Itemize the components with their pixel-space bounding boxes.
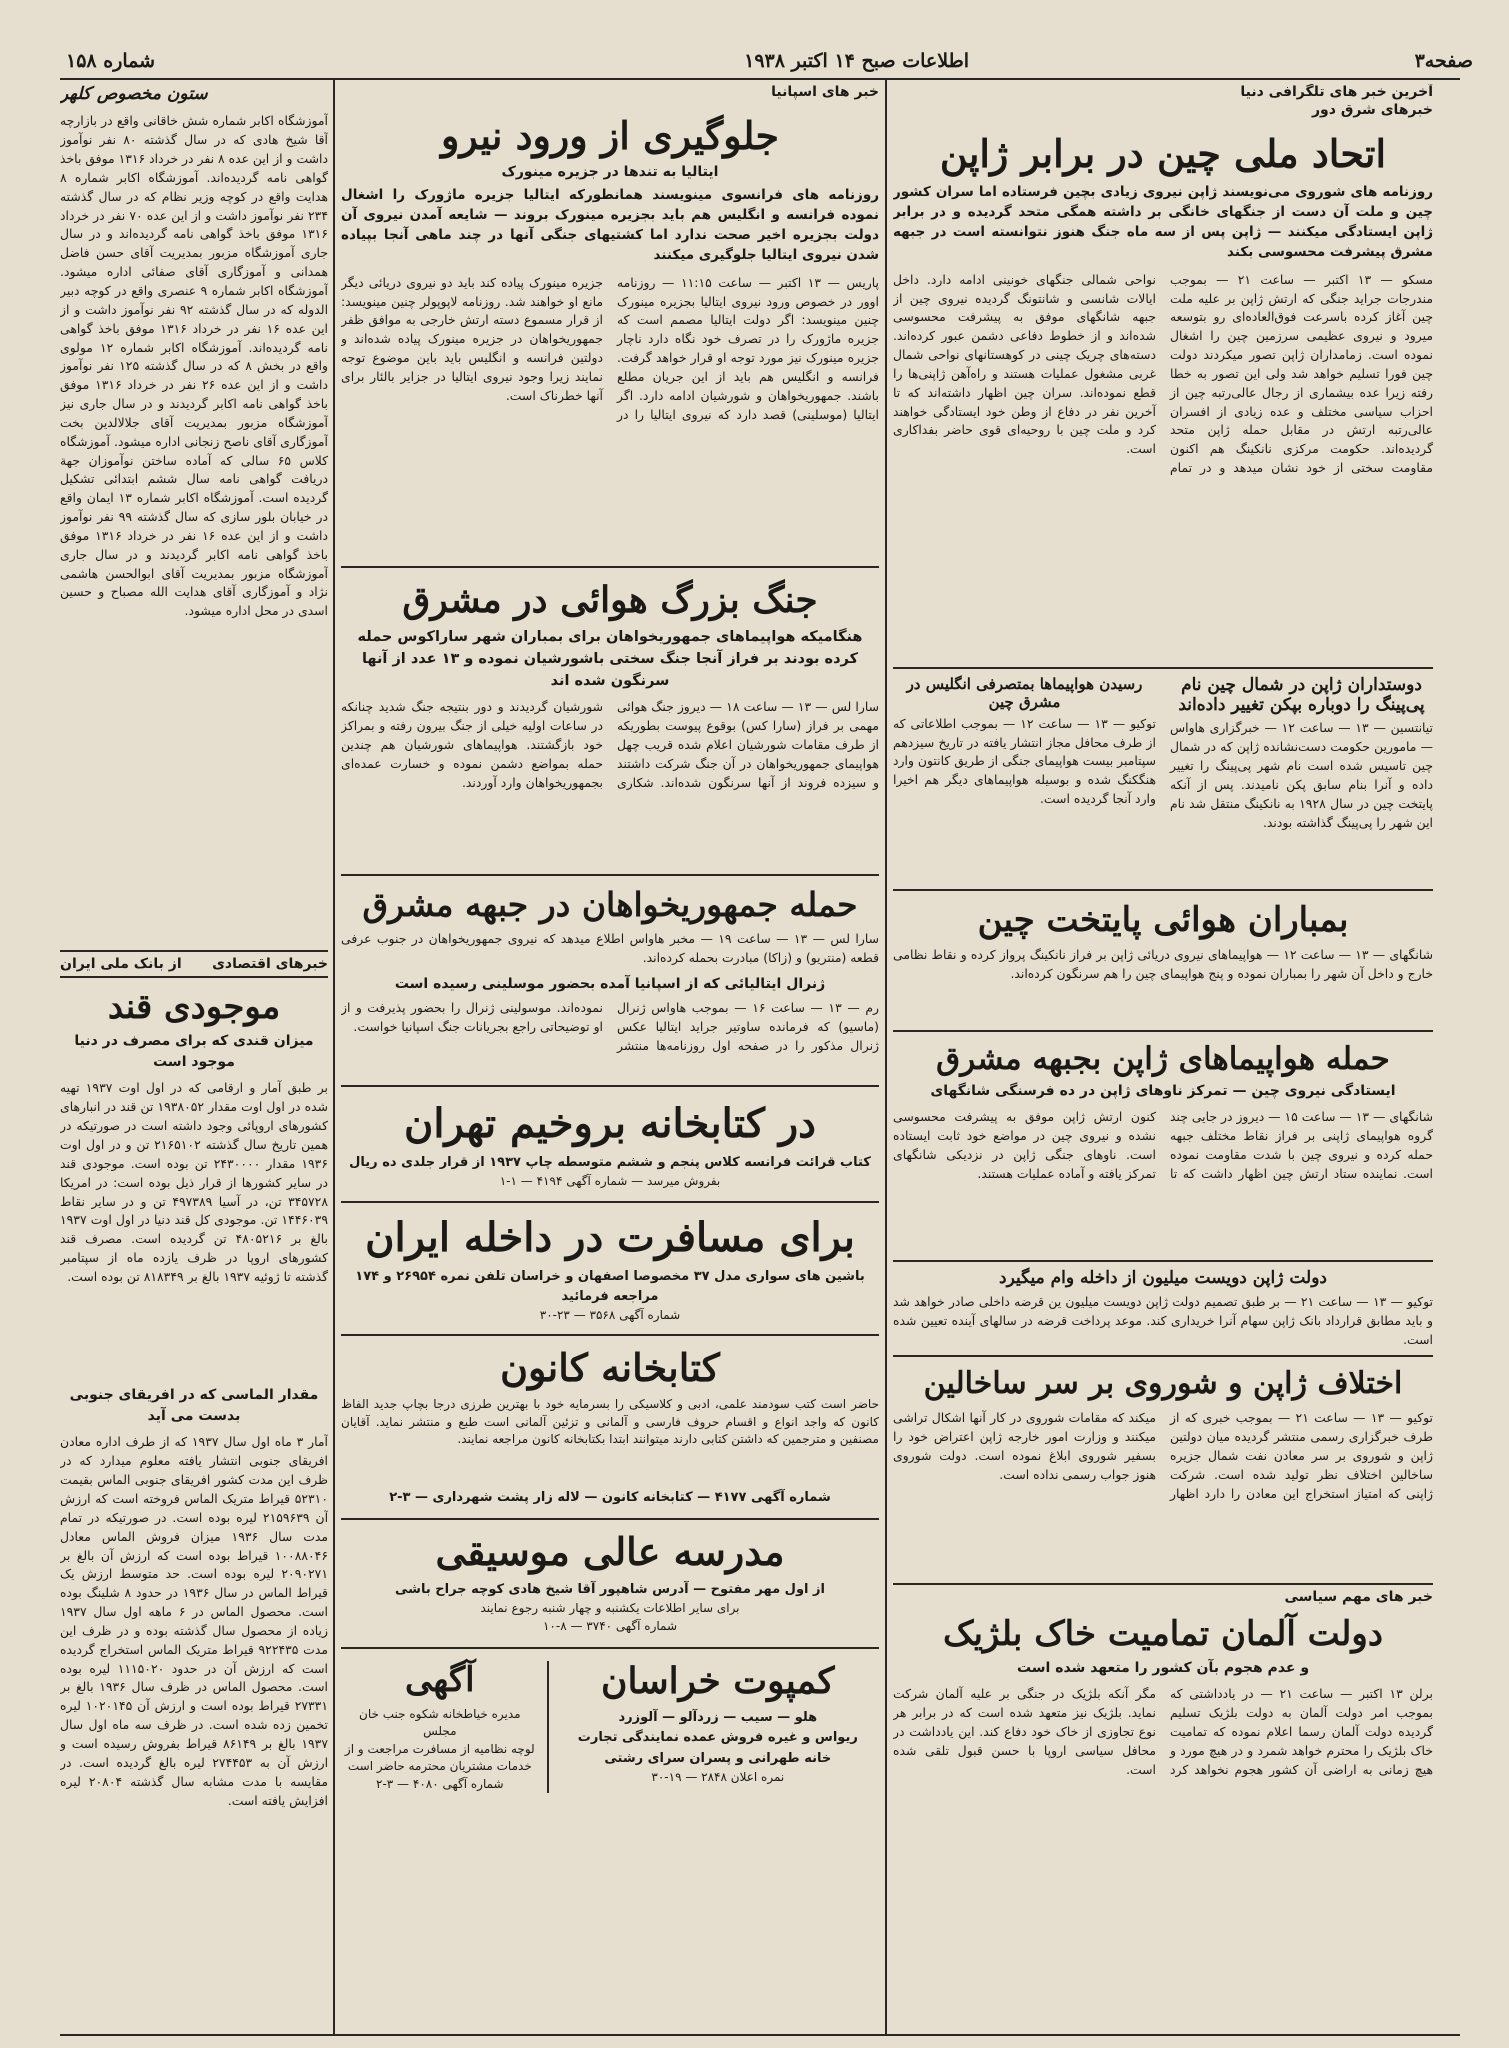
breaking-kicker: آخرین خبر های تلگرافی دنیا [1240,84,1433,100]
music-ad-line-3: شماره آگهی ۳۷۴۰ — ۸-۱۰ [542,1618,678,1633]
schools-article: آموزشگاه اکابر شماره شش خاقانی واقع در بازارچه آقا شیخ هادی که در سال گذشته ۸۰ نفر نوآموز داشت و از این عده ۸ نفر در خرداد ۱۳۱۶ موفق باخذ گواهی نامه گردیده‌اند. آموزشگاه اکابر شماره ۸ هدایت واقع در کوچه وزیر نظام که در سال گذشته ۲۳۴ نفر نوآموز داشت و از این عده ۷۰ نفر در خرداد ۱۳۱۶ موفق باخذ گواهی نامه گردیده‌اند و در سال جاری آموزشگاه مزبور بمدیریت آقای حسن فاضل همدانی و آموزگاری آقای صفائی اداره میشود. آموزشگاه اکابر شماره ۹ عنصری واقع در کوچه دبیر الدوله که در سال گذشته ۹۲ نفر نوآموز داشت و از این عده ۱۶ نفر در خرداد ۱۳۱۶ موفق باخذ گواهی نامه گردیده‌اند. آموزشگاه اکابر شماره ۱۲ مولوی واقع در بخش ۸ که در سال گذشته ۱۲۵ نفر نوآموز داشت و از این عده ۲۶ نفر در خرداد ۱۳۱۶ موفق باخذ گواهی نامه اکابر گردیدند و در سال جاری نیز آموزشگاه مزبور بمدیریت آقای جلالالدین بخت آموزگاری آقای ناصح زنجانی اداره میشود. آموزشگاه کلاس ۶۵ سالی که آماده ساختن نوآموزان جهة دریافت گواهی نامه سال ششم ابتدائی تشکیل گردیده است. آموزشگاه اکابر شماره ۱۳ ایمان واقع در خیابان بلور سازی که سال گذشته ۹۹ نفر نوآموز داشت و از این عده ۱۶ نفر در خرداد ۱۳۱۶ موفق باخذ گواهی نامه اکابر گردیدند و در سال جاری آموزشگاه مزبور بمدیریت آقای ابوالحسن هاشمی نژاد و آموزگاری آقای هدایت الله مصباح و حسین اسدی در محل اداره میشود. [60,113,328,619]
notice-ad-line-4: شماره آگهی ۴۰۸۰ — ۳-۲ [375,1776,504,1791]
politics-kicker: خبر های مهم سیاسی [1284,1589,1433,1606]
kanoon-ad [341,1346,879,1508]
library-ad-line-1: کتاب قرائت فرانسه کلاس پنجم و ششم متوسطه چاپ ۱۹۳۷ از قرار جلدی ده ریال [349,1155,871,1171]
diamond-headline: مقدار الماسی که در افریقای جنوبی بدست می آید [69,1387,319,1425]
special-column-title: ستون مخصوص کلهر [60,84,208,104]
left-rule-1 [60,950,328,952]
dispute-headline: اختلاف ژاپن و شوروی بر سر ساخالین [923,1365,1403,1401]
compote-ad [547,1661,879,1793]
rule-1 [893,667,1433,669]
notice-ad-line-2: لوچه نظامیه از مسافرت مراجعت و از [344,1741,535,1756]
date-line: اطلاعات صبح ۱۴ اکتبر ۱۹۳۸ [744,50,969,72]
notice-ad-line-1: مدیره خیاطخانه شکوه جنب خان مجلس [359,1707,521,1739]
aircraft-story [893,675,1156,809]
compote-ad-line-3: خانه طهرانی و پسران سرای رشتی [604,1750,832,1766]
kanoon-ad-footer: شماره آگهی ۴۱۷۷ — کتابخانه کانون — لاله زار پشت شهرداری — ۳-۲ [389,1490,831,1506]
compote-ad-line-1: هلو — سیب — زردآلو — آلوزرد [618,1710,818,1726]
compote-ad-line-2: ریواس و غیره فروش عمده نمایندگی تجارت [577,1730,858,1746]
compote-ad-line-4: نمره اعلان ۲۸۴۸ — ۱۹-۳۰ [651,1769,785,1784]
left-rule-2 [60,976,328,978]
bank-kicker: از بانک ملی ایران [60,956,182,973]
dispute-article: توکیو — ۱۳ — ساعت ۲۱ — بموجب خبری که از طرف خبرگزاری رسمی منتشر گردیده میان دولتین ژاپن و شوروی بر سر معادن نفت شمال جزیره ساخالین اختلاف نظر تولید شده است. شرکت ژاپنی که امتیاز استخراج این معادن را دارد اظهار میکند که مقامات شوروی در کار آنها اشکال تراشی میکنند و وزارت امور خارجه ژاپن اعتراض خود را بسفیر شوروی ابلاغ نموده است. دولت شوروی هنوز جواب رسمی نداده است. [893,1410,1433,1501]
travel-ad-line-1: باشین های سواری مدل ۳۷ مخصوصا اصفهان و خراسان تلفن نمره ۲۶۹۵۴ و ۱۷۴ مراجعه فرمائید [355,1268,865,1304]
belgium-article: برلن ۱۳ اکتبر — ساعت ۲۱ — در یادداشتی که بموجب امر دولت آلمان به دولت بلژیک تسلیم گردیده دولت آلمان رسما اعلام نموده که تمامیت خاک بلژیک را محترم خواهد شمرد و در هیچ مورد و هیچ زمانی به اراضی آن کشور هجوم نخواهد کرد مگر آنکه بلژیک در جنگی بر علیه آلمان شرکت نماید. بلژیک نیز متعهد شده است که در برابر هر نوع تجاوزی از خاک خود دفاع کند. این یادداشت در محافل سیاسی اروپا با حسن قبول تلقی شده است. [893,1686,1433,1777]
loan-headline: دولت ژاپن دویست میلیون از داخله وام میگیرد [999,1268,1327,1289]
notice-ad-line-3: خدمات مشتریان محترمه حاضر است [347,1759,532,1774]
music-ad-line-2: برای سایر اطلاعات یکشنبه و چهار شنبه رجوع نمایند [480,1601,740,1616]
rule-2 [893,889,1433,891]
china-headline: اتحاد ملی چین در برابر ژاپن [939,131,1387,176]
mid-rule-3 [341,1085,879,1087]
attack-article: شانگهای — ۱۳ — ساعت ۱۵ — دیروز در جایی چند گروه هواپیمای ژاپنی بر فراز نقاط مختلف جبهه حمله کرده و نیروی چین با شدت مقاومت نموده است. نماینده ستاد ارتش چین اظهار داشت که تا کنون ارتش ژاپن موفق به پیشرفت محسوسی نشده و نیروی چین در مواضع خود ثابت ایستاده است. ناوهای جنگی ژاپن در نزدیکی شانگهای تمرکز یافته و آماده عملیات هستند. [893,1109,1433,1181]
mid-rule-4 [341,1201,879,1203]
right-column-rule [885,80,887,2035]
left-column [60,84,328,2034]
spain-kicker: خبر های اسپانیا [771,84,879,100]
bottom-ads-row [341,1661,879,1793]
travel-ad [341,1215,879,1325]
nanking-headline: دوستداران ژاپن در شمال چین نام پی‌پینگ را دوباره بپکن تغییر داده‌اند [1178,674,1425,716]
middle-column [341,84,879,2034]
general-headline: ژنرال ایتالیائی که از اسپانیا آمده بحضور موسلینی رسیده است [394,976,826,993]
travel-ad-line-2: شماره آگهی ۳۵۶۸ — ۲۳-۳۰ [539,1308,681,1323]
china-article: مسکو — ۱۳ اکتبر — ساعت ۲۱ — بموجب مندرجات جراید جنگی که ارتش ژاپن بر علیه ملت چین آغاز کرده باسرعت فوق‌العاده‌ای رو بتوسعه میرود و نیروی عظیمی سرزمین چین را اشغال نموده است. زمامداران ژاپن تصور میکردند دولت چین فورا تسلیم خواهد شد ولی این تصور به خطا رفته زیرا عده بیشماری از رجال عالی‌رتبه چین از احزاب سیاسی مختلف و عده زیادی از افسران عالی‌رتبه ارتش در مقابل حمله ژاپن متحد گردیده‌اند. حکومت مرکزی نانکینگ هم اکنون مقاومت سختی از خود نشان میدهد و در تمام نواحی شمالی جنگهای خونینی ادامه دارد. داخل ایالات شانسی و شانتونگ گردیده نیروی چین از جبهه شانگهای موفق به پیشرفت محسوسی شده‌اند و از خطوط دفاعی دشمن عبور کرده‌اند. دسته‌های چریک چینی در کوهستانهای نواحی شمال غربی مشغول عملیات هستند و راه‌آهن ژاپنی‌ها را قطع نموده‌اند. سران چین اظهار داشته‌اند که تا آخرین نفر در دفاع از وطن خود ایستادگی خواهند کرد و ملت چین با روحیه‌ای قوی حاضر بفداکاری است. [893,271,1433,476]
spain-article: پاریس — ۱۳ اکتبر — ساعت ۱۱:۱۵ — روزنامه اوور در خصوص ورود نیروی ایتالیا بجزیره مینورک چنین مینویسد: اگر دولت ایتالیا مصمم است که جزیره ماژورک را در تصرف خود نگاه دارد ناچار جزیره مینورک نیز مورد توجه او قرار خواهد گرفت. فرانسه و انگلیس هم باید از این جریان مطلع باشند. جمهوریخواهان و شورشیان ادامه دارد. اگر ایتالیا (موسلینی) قصد دارد که نیروی ایتالیا را در جزیره مینورک پیاده کند باید دو نیروی دریائی دیگر مانع او خواهند شد. روزنامه لاپوپولر چنین مینویسد: از قرار مسموع دسته ارتش خارجی به موافق ظفر جمهوریخواهان در جزیره مینورک پیاده شده‌اند و دولتین فرانسه و انگلیس باید باین موضوع توجه نمایند زیرا وجود نیروی ایتالیا در جزایر بالئار برای آنها خطرناک است. [341,274,879,422]
economic-kicker: خبرهای اقتصادی [212,956,328,973]
notice-ad-title: آگهی [404,1659,475,1700]
music-ad-line-1: از اول مهر مفتوح — آدرس شاهپور آقا شیخ هادی کوچه جراح باشی [395,1581,825,1597]
music-ad [341,1530,879,1635]
sugar-headline: موجودی قند [107,987,281,1028]
spain-subheadline-1: ایتالیا به تندها در جزیره مینورک [501,163,719,180]
general-article: رم — ۱۳ — ساعت ۱۶ — بموجب هاواس ژنرال (ماسیو) که فرمانده ساوتیر جراید ایتالیا عکس ژنرال مذکور را در صفحه اول روزنامه‌ها منتشر نموده‌اند. موسولینی ژنرال را بحضور پذیرفت و از او توضیحاتی راجع بجریانات جنگ اسپانیا خواست. [341,1000,879,1053]
far-east-kicker: خبرهای شرق دور [1312,102,1433,118]
bottom-rule [60,2034,1460,2036]
page-label: صفحه۳ [1414,50,1473,72]
rule-5 [893,1355,1433,1357]
air-battle-article: سارا لس — ۱۳ — ساعت ۱۸ — دیروز جنگ هوائی مهمی بر فراز (سارا کس) بوقوع پیوست بطوریکه از طرف مقامات شورشیان اعلام شده قریب چهل هواپیمای جمهوریخواهان در آن جنگ شرکت داشتند و سیزده فروند از آنها سرنگون شده‌اند. شکاری شورشیان گردیدند و دور بنتیجه جنگ شدید چنانکه در ساعات اولیه خیلی از جنگ بیرون رفته و بمراکز خود بازگشتند. هواپیماهای شورشیان هم چندین حمله بمواضع دشمن نموده و خسارت عمده‌ای بجمهوریخواهان وارد آوردند. [341,699,879,790]
issue-number: شماره ۱۵۸ [66,50,156,72]
sugar-article: بر طبق آمار و ارقامی که در اول اوت ۱۹۳۷ تهیه شده در اول اوت مقدار ۱۹۳۸۰۵۲ تن قند در انبارهای کشورهای اروپائی وجود داشته است در صورتیکه در همین تاریخ سال گذشته ۲۱۶۵۱۰۲ تن و در اول اوت ۱۹۳۶ مقدار ۲۴۳۰۰۰۰ تن بوده است. موجودی قند در سایر کشورها از قرار ذیل بوده است: در امریکا ۳۴۵۷۲۸ تن، در آسیا ۴۹۷۳۸۹ تن و در سایر نقاط ۱۴۴۶۰۳۹ تن. موجودی کل قند دنیا در اول اوت ۱۹۳۷ بالغ بر ۴۸۰۵۲۱۶ تن گردیده است. مصرف قند کشورهای اروپا در ظرف یازده ماه از سپتامبر گذشته تا ژوئیه ۱۹۳۷ بالغ بر ۸۱۸۳۴۹ تن بوده است. [60,1080,328,1284]
attack-subheadline: ایستادگی نیروی چین — تمرکز ناوهای ژاپن در ده فرسنگی شانگهای [930,1083,1396,1100]
notice-ad [341,1661,547,1793]
belgium-subheadline: و عدم هجوم بآن کشور را متعهد شده است [1016,1660,1310,1677]
rule-3 [893,1030,1433,1032]
library-ad [341,1101,879,1191]
kanoon-ad-title: کتابخانه کانون [500,1345,720,1391]
masthead-rule [60,78,1460,80]
rule-6 [893,1583,1433,1585]
belgium-headline: دولت آلمان تمامیت خاک بلژیک [943,1614,1383,1655]
loan-article: توکیو — ۱۳ — ساعت ۲۱ — بر طبق تصمیم دولت ژاپن دویست میلیون ین قرضه داخلی صادر خواهد شد و باید مطابق قرارداد بانک ژاپن سهام آنرا خریداری کند. موعد پرداخت قرضه در سالهای آینده تعیین شده است. [893,1293,1433,1347]
bombing-headline: بمباران هوائی پایتخت چین [977,899,1349,940]
attack-headline: حمله هواپیماهای ژاپن بجبهه مشرق [936,1040,1390,1077]
mid-rule-6 [341,1518,879,1520]
diamond-article: آمار ۳ ماه اول سال ۱۹۳۷ که از طرف اداره معادن افریقای جنوبی انتشار یافته معلوم میدارد که در ظرف این مدت کشور افریقای جنوبی الماس بقیمت ۵۲۳۱۰ قیراط متریک الماس فروخته است که ارزش آن ۲۱۵۹۶۳۹ لیره بوده است. در صورتیکه در تمام مدت سال ۱۹۳۶ میزان فروش الماس معادل ۱۰۰۸۸۰۴۶ قیراط بوده است که ارزش آن بالغ بر ۲۰۹۰۲۷۱ لیره بوده است. حد متوسط ارزش یک قیراط الماس در سال ۱۹۳۶ در حدود ۸ شلینگ بوده است. محصول الماس در ۶ ماهه اول سال ۱۹۳۷ زیاده از محصول سال گذشته بوده و در ظرف این مدت ۹۲۲۴۳۵ قیراط متریک الماس استخراج گردیده است که ارزش آن در حدود ۱۱۱۵۰۲۰ لیره بوده است. محصول الماس در ظرف سال ۱۹۳۶ بالغ بر ۲۷۳۳۱ قیراط بوده است و ارزش آن ۱۰۲۰۱۴۵ لیره تخمین زده شده است. در ظرف سه ماه اول سال ۱۹۳۷ بالغ بر ۸۶۱۴۹ قیراط بفروش رسیده است و ارزش آن به ۲۷۴۴۵۳ لیره بالغ گردیده است. در مقایسه با مدت مشابه سال گذشته ۲۰۸۰۴ لیره افزایش یافته است. [60,1434,328,1808]
front-attack-headline: حمله جمهوریخواهان در جبهه مشرق [362,885,858,925]
mid-rule-1 [341,566,879,568]
library-ad-title: در کتابخانه بروخیم تهران [404,1100,816,1148]
mid-rule-7 [341,1647,879,1649]
right-column [893,84,1433,2034]
mid-rule-2 [341,874,879,876]
bombing-article: شانگهای — ۱۳ — ساعت ۱۲ — هواپیماهای نیروی دریائی ژاپن بر فراز نانکینگ پرواز کرده و نقاط نظامی خارج و داخل آن شهر را بمباران نموده و پنج هواپیمای چین را هم سرنگون کرده‌اند. [893,946,1433,981]
mid-rule-5 [341,1334,879,1336]
aircraft-headline: رسیدن هواپیماها بمتصرفی انگلیس در مشرق چین [906,674,1143,711]
air-battle-headline: جنگ بزرگ هوائی در مشرق [402,578,818,621]
travel-ad-title: برای مسافرت در داخله ایران [365,1213,855,1261]
spain-headline: جلوگیری از ورود نیرو [441,113,779,158]
compote-ad-title: کمپوت خراسان [601,1659,835,1702]
nanking-article: تیانتسین — ۱۳ — ساعت ۱۲ — خبرگزاری هاواس — مامورین حکومت دست‌نشانده ژاپن که در شمال چین تاسیس شده است نام شهر پی‌پینگ را تغییر داده و آنرا بنام سابق پکن نامیدند. پس از آنکه پایتخت چین در سال ۱۹۲۸ به نانکینگ منتقل شد نام این شهر را پی‌پینگ گذاشته بودند. [1170,720,1433,830]
front-attack-article: سارا لس — ۱۳ — ساعت ۱۹ — مخبر هاواس اطلاع میدهد که نیروی جمهوریخواهان در جنوب عرفی قطعه (منتریو) و (زاکا) مبادرت بحمله کرده‌اند. [341,931,879,966]
two-story-row [893,675,1433,885]
nanking-story [1170,675,1433,833]
spain-subheadline-2: روزنامه های فرانسوی مینویسند همانطورکه ایتالیا جزیره ماژورک را اشغال نموده فرانسه و انگلیس هم باید بجزیره مینورک بروند — شایعه آمدن نیروی آن دولت بجزیره اخیر صحت ندارد اما کشتیهای جنگی آنها در چند ماهی آنجا بپیاده شدن نیروی ایتالیا جلوگیری میکنند [341,186,879,264]
aircraft-article: توکیو — ۱۳ — ساعت ۱۲ — بموجب اطلاعاتی که از طرف محافل مجاز انتشار یافته در تاریخ سیزدهم سپتامبر بیست هواپیمای جنگی از طریق کانتون وارد هنگکنگ شده و بوسیله هواپیماهای دیگر هم اخیرا وارد آنجا گردیده است. [893,715,1156,807]
economic-kicker-row [60,956,328,972]
sugar-subheadline: میزان قندی که برای مصرف در دنیا موجود است [74,1033,314,1071]
music-ad-title: مدرسه عالی موسیقی [435,1529,785,1575]
rule-4 [893,1260,1433,1262]
kanoon-ad-body: حاضر است کتب سودمند علمی، ادبی و کلاسیکی را بسرمایه خود با بهترین طرزی درجا بچاپ جدید الفاظ کانون که واجد انواع و اقسام حروف فارسی و آلمانی و تزئین آلمانی است طبع و منتشر نماید. آقایان مصنفین و مترجمین که داشتن کتابی دارند میتوانند ابتدا بکتابخانه کانون مراجعه نمایند. [341,1397,879,1446]
china-subheadline: روزنامه های شوروی می‌نویسند ژاپن نیروی زیادی بچین فرستاده اما سران کشور چین و ملت آن دست از جنگهای خانگی بر داشته همگی متحد گردیده و در برابر ژاپن ایستادگی میکنند — ژاپن پس از سه ماه جنگ هنوز نتوانسته است در جبهه مشرق پیشرفت محسوسی بکند [893,183,1433,261]
left-column-rule [333,80,335,2035]
library-ad-line-2: بفروش میرسد — شماره آگهی ۴۱۹۴ — ۱-۱ [499,1174,721,1189]
air-battle-subheadline: هنگامیکه هواپیماهای جمهوریخواهان برای بمباران شهر ساراکوس حمله کرده بودند بر فراز آنجا جنگ سختی باشورشیان نموده و ۱۳ عدد از آنها سرنگون شده اند [357,629,863,689]
